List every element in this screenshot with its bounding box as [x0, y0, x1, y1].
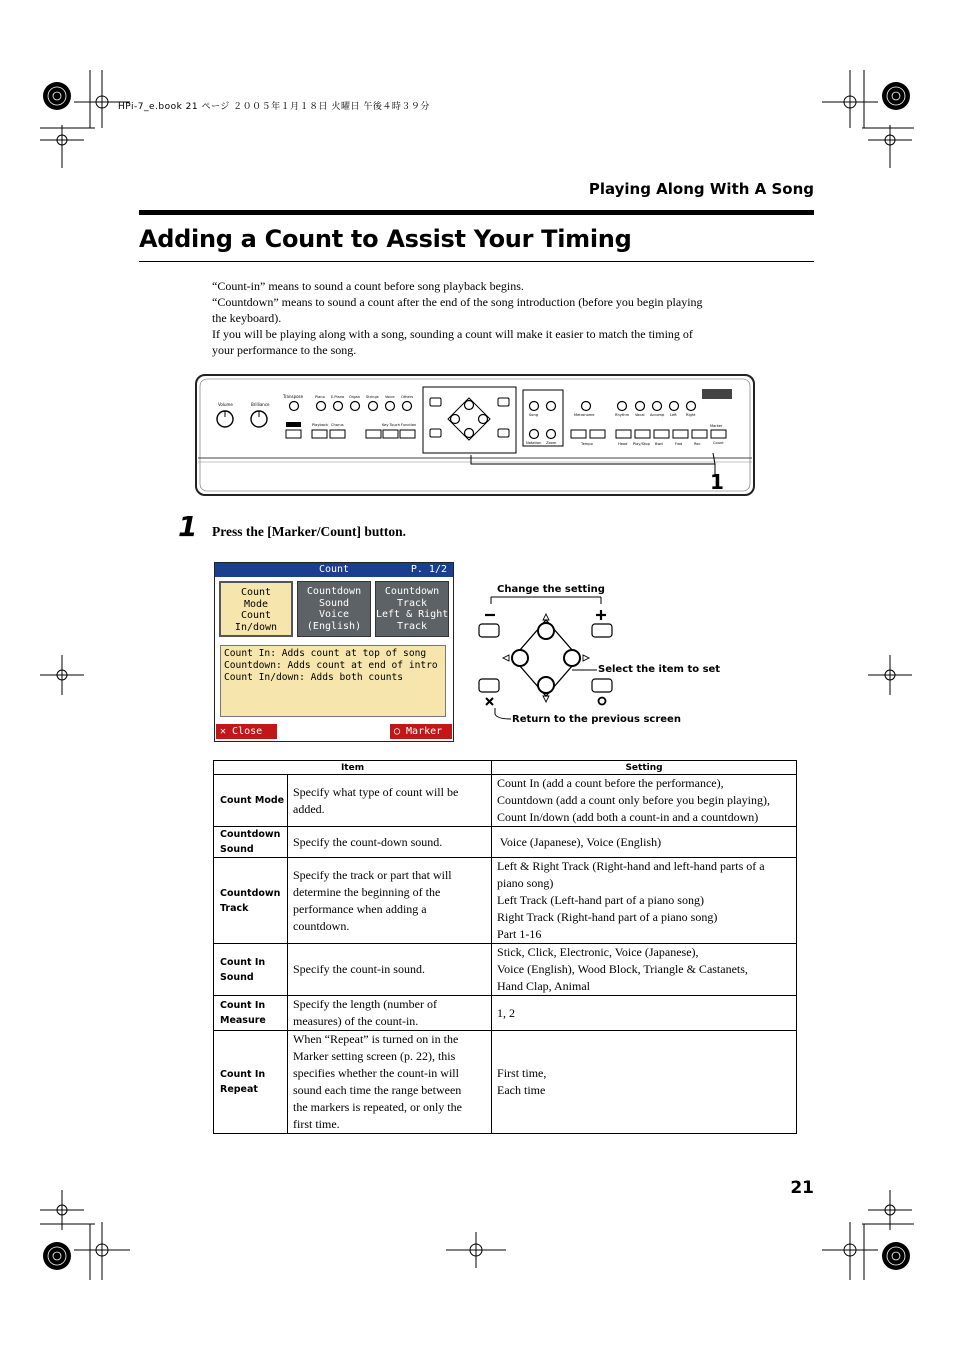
panel-label: Accomp: [650, 413, 665, 417]
panel-label: Strings: [366, 395, 379, 399]
panel-label: Left: [670, 413, 677, 417]
intro-line: “Count-in” means to sound a count before song playback begins.: [212, 279, 524, 293]
panel-label: Song: [529, 413, 539, 417]
tab-line: Voice: [318, 609, 350, 620]
return-label: Return to the previous screen: [512, 714, 681, 725]
panel-label: Function: [401, 423, 417, 427]
panel-label: Others: [401, 395, 414, 399]
item-setting: Left Track (Left-hand part of a piano song): [497, 893, 704, 907]
item-desc: specifies whether the count-in will: [293, 1066, 459, 1080]
item-name: Count Mode: [220, 795, 285, 806]
item-setting: Count In/down (add both a count-in and a countdown): [497, 810, 759, 824]
page-title: Adding a Count to Assist Your Timing: [139, 225, 632, 253]
step-number: 1: [178, 510, 198, 543]
tab-countdown-track[interactable]: [375, 581, 449, 637]
item-setting: Countdown (add a count only before you begin playing),: [497, 793, 770, 807]
lcd-title: Count: [318, 564, 350, 575]
item-desc: Specify the track or part that will: [293, 867, 452, 882]
item-desc: When “Repeat” is turned on in the: [293, 1032, 459, 1046]
item-desc: determine the beginning of the: [293, 884, 441, 899]
tab-line: Track: [396, 597, 428, 609]
item-name: Countdown: [220, 829, 281, 840]
control-panel-illustration: [194, 373, 756, 497]
panel-label: E.Piano: [331, 395, 345, 399]
item-desc: the markers is repeated, or only the: [293, 1100, 462, 1114]
table-header-row: [214, 761, 797, 775]
item-desc: countdown.: [293, 918, 350, 933]
page-number: 21: [790, 1178, 814, 1198]
panel-label: Notation: [526, 441, 542, 445]
panel-label: Voice: [385, 395, 395, 399]
step-instruction: Press the [Marker/Count] button.: [212, 524, 406, 539]
intro-line: the keyboard).: [212, 311, 282, 325]
item-name: Repeat: [220, 1084, 258, 1095]
item-desc: measures) of the count-in.: [293, 1014, 419, 1028]
file-info: HPi-7_e.book 21 ページ ２００５年１月１８日 火曜日 午後４時３９分: [118, 102, 430, 112]
tab-line: (English): [306, 620, 362, 632]
tab-line: Countdown: [306, 586, 362, 597]
panel-label: Organ: [349, 395, 361, 399]
item-desc: Marker setting screen (p. 22), this: [293, 1049, 456, 1063]
item-name: Count In: [220, 1000, 266, 1011]
panel-label: Zoom: [546, 441, 557, 445]
item-desc: Specify what type of count will be: [293, 784, 459, 799]
table-row: [214, 1031, 797, 1134]
item-setting: 1, 2: [497, 1005, 516, 1020]
item-desc: Specify the count-down sound.: [293, 834, 443, 849]
panel-label: Right: [686, 413, 696, 417]
panel-label: Brilliance: [251, 402, 270, 407]
intro-line: “Countdown” means to sound a count after the end of the song introduction (before you begin playing: [212, 295, 703, 309]
panel-label: Bwd: [655, 442, 663, 446]
tab-line: Count: [240, 610, 272, 621]
lcd-page-indicator: P. 1/2: [410, 564, 447, 575]
intro-text: [212, 278, 752, 358]
item-setting: Voice (Japanese), Voice (English): [497, 834, 662, 849]
item-setting: Count In (add a count before the performance),: [497, 776, 724, 790]
item-setting: Left & Right Track (Right-hand and left-hand parts of a: [497, 859, 765, 873]
lcd-screen: [214, 562, 454, 742]
tab-line: Count: [240, 587, 272, 598]
callout-number: 1: [710, 470, 724, 494]
item-desc: sound each time the range between: [293, 1083, 462, 1097]
item-setting: Voice (English), Wood Block, Triangle & Castanets,: [497, 962, 748, 976]
item-setting: Hand Clap, Animal: [497, 979, 591, 993]
panel-label: Play/Stop: [633, 442, 650, 446]
table-row: [214, 775, 797, 827]
item-desc: Specify the length (number of: [293, 997, 437, 1011]
item-name: Track: [220, 902, 249, 914]
item-name: Count In: [220, 956, 266, 968]
panel-label: Vocal: [635, 413, 645, 417]
item-setting: Stick, Click, Electronic, Voice (Japanese),: [497, 945, 699, 959]
item-desc: added.: [293, 801, 325, 816]
title-rule-top: [139, 210, 814, 215]
marker-button[interactable]: ◯ Marker: [390, 724, 452, 739]
settings-table: [213, 760, 797, 1134]
panel-label: Chorus: [331, 423, 344, 427]
item-desc: performance when adding a: [293, 901, 427, 916]
lcd-info-box: [220, 645, 446, 717]
section-header: Playing Along With A Song: [588, 180, 814, 198]
table-row: [214, 827, 797, 858]
item-desc: Specify the count-in sound.: [293, 962, 425, 976]
tab-line: Mode: [243, 598, 269, 610]
table-row: [214, 996, 797, 1031]
info-line: Count In/down: Adds both counts: [224, 672, 404, 683]
item-desc: first time.: [293, 1117, 340, 1131]
item-setting: piano song): [497, 876, 554, 890]
panel-label: Head: [618, 442, 628, 446]
panel-label: Marker: [710, 424, 723, 428]
panel-label: Piano: [315, 395, 325, 399]
info-line: Count In: Adds count at top of song: [224, 648, 427, 659]
table-row: [214, 858, 797, 944]
item-name: Sound: [220, 844, 254, 855]
tab-count-mode[interactable]: [219, 581, 293, 637]
panel-label: Rec: [694, 442, 701, 446]
table-row: [214, 944, 797, 996]
tab-line: Track: [396, 620, 428, 632]
panel-label: Playback: [312, 423, 329, 427]
table-header: Setting: [492, 761, 797, 775]
item-setting: Each time: [497, 1083, 546, 1097]
lcd-titlebar: [215, 563, 453, 577]
item-name: Count In: [220, 1069, 266, 1080]
tab-line: In/down: [234, 621, 278, 633]
select-item-label: Select the item to set: [598, 664, 721, 675]
panel-label: Fwd: [675, 442, 683, 446]
panel-label: Key Touch: [382, 423, 400, 427]
intro-line: If you will be playing along with a song, sounding a count will make it easier to match the timing of: [212, 327, 693, 341]
controller-diagram: [475, 580, 720, 730]
intro-line: your performance to the song.: [212, 343, 357, 357]
panel-label: Rhythm: [615, 413, 630, 417]
info-line: Countdown: Adds count at end of intro: [224, 660, 438, 671]
item-name: Countdown: [220, 887, 281, 899]
tab-countdown-sound[interactable]: [297, 581, 371, 637]
panel-label: Count: [713, 441, 724, 445]
item-setting: First time,: [497, 1066, 547, 1080]
tab-line: Countdown: [384, 586, 440, 597]
table-header: Item: [214, 761, 492, 775]
item-name: Measure: [220, 1015, 266, 1026]
panel-label: Volume: [218, 402, 233, 407]
close-button[interactable]: ✕ Close: [216, 724, 277, 739]
panel-label: Metronome: [574, 413, 595, 417]
item-name: Sound: [220, 971, 254, 983]
tab-line: Sound: [318, 597, 350, 609]
tab-line: Left & Right: [376, 609, 449, 620]
item-setting: Part 1-16: [497, 927, 542, 941]
change-setting-label: Change the setting: [497, 584, 605, 595]
panel-label: Tempo: [581, 442, 593, 446]
title-rule-bottom: [139, 261, 814, 262]
panel-label: Transpose: [283, 394, 304, 399]
item-setting: Right Track (Right-hand part of a piano song): [497, 910, 718, 924]
